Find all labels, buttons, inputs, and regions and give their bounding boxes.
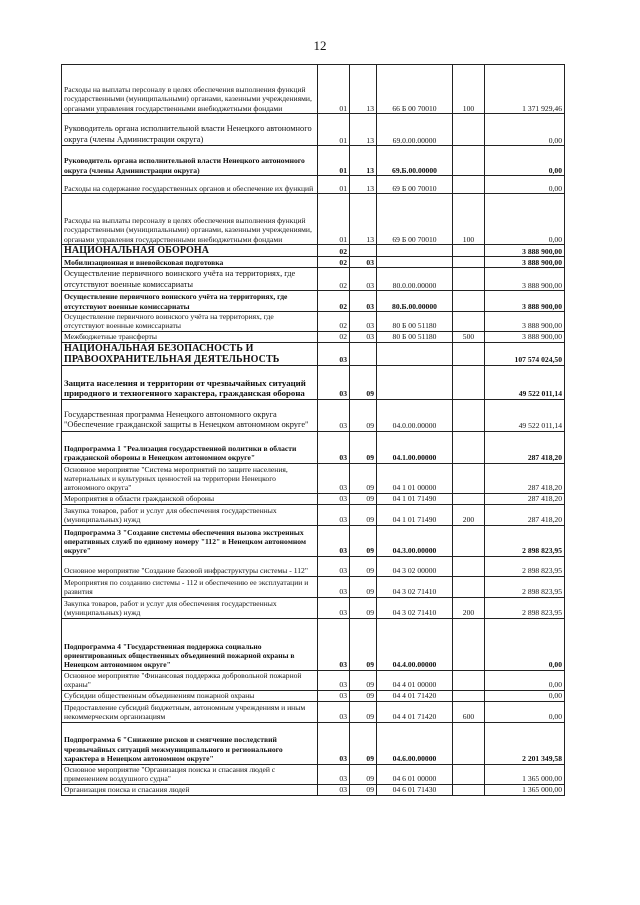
row-subsection-code: 03 (350, 257, 377, 268)
row-name: Закупка товаров, работ и услуг для обеспечения государственных (муниципальных) нужд (62, 504, 318, 525)
row-section-code: 02 (318, 245, 350, 257)
row-subsection-code: 13 (350, 65, 377, 114)
row-section-code: 02 (318, 268, 350, 291)
table-row (62, 194, 565, 245)
row-target-article: 69 Б 00 70010 (377, 176, 453, 194)
table-row (62, 722, 565, 764)
row-subsection-code (350, 342, 377, 365)
row-amount: 0,00 (485, 146, 565, 176)
row-expense-type (453, 431, 485, 463)
table-row (62, 463, 565, 493)
row-name: Предоставление субсидий бюджетным, автономным учреждениям и иным некоммерческим организациям (62, 701, 318, 722)
row-target-article (377, 342, 453, 365)
row-expense-type (453, 690, 485, 701)
row-subsection-code: 09 (350, 365, 377, 399)
row-name: Подпрограмма 1 "Реализация государственной политики в области гражданской обороны в Ненецком автономном округе" (62, 431, 318, 463)
row-amount: 287 418,20 (485, 463, 565, 493)
row-subsection-code: 03 (350, 268, 377, 291)
row-expense-type (453, 618, 485, 670)
row-target-article: 04 4 01 71420 (377, 690, 453, 701)
row-name: Руководитель органа исполнительной власти Ненецкого автономного округа (члены Администрации округа) (62, 146, 318, 176)
row-section-code: 03 (318, 556, 350, 576)
row-amount: 287 418,20 (485, 504, 565, 525)
row-target-article: 04.3.00.00000 (377, 525, 453, 556)
row-subsection-code: 13 (350, 194, 377, 245)
row-amount: 287 418,20 (485, 431, 565, 463)
table-row (62, 556, 565, 576)
row-section-code: 03 (318, 722, 350, 764)
row-subsection-code: 09 (350, 525, 377, 556)
row-amount: 1 365 000,00 (485, 764, 565, 784)
row-amount: 3 888 900,00 (485, 245, 565, 257)
row-name: Мероприятия по созданию системы - 112 и обеспечению ее эксплуатации и развития (62, 576, 318, 597)
row-amount: 0,00 (485, 194, 565, 245)
row-expense-type (453, 342, 485, 365)
row-target-article (377, 257, 453, 268)
table-row (62, 176, 565, 194)
row-expense-type (453, 268, 485, 291)
row-subsection-code: 03 (350, 312, 377, 332)
row-name: Осуществление первичного воинского учёта на территориях, где отсутствуют военные комиссариаты (62, 291, 318, 312)
table-row (62, 146, 565, 176)
table-row (62, 342, 565, 365)
row-subsection-code: 09 (350, 784, 377, 795)
row-target-article: 04 3 02 71410 (377, 597, 453, 618)
row-name: Основное мероприятие "Система мероприятий по защите населения, материальных и культурных ценностей на территории Ненецкого автономного округа" (62, 463, 318, 493)
row-amount: 0,00 (485, 114, 565, 146)
row-target-article: 69.Б.00.00000 (377, 146, 453, 176)
row-subsection-code: 03 (350, 291, 377, 312)
row-name: Защита населения и территории от чрезвычайных ситуаций природного и техногенного характера, гражданская оборона (62, 365, 318, 399)
row-amount: 3 888 900,00 (485, 268, 565, 291)
row-amount: 3 888 900,00 (485, 312, 565, 332)
page-number: 12 (313, 38, 327, 53)
table-row (62, 670, 565, 690)
row-subsection-code: 09 (350, 463, 377, 493)
row-expense-type (453, 576, 485, 597)
table-row (62, 257, 565, 268)
row-target-article: 04 4 01 71420 (377, 701, 453, 722)
row-name: Основное мероприятие "Создание базовой инфраструктуры системы - 112" (62, 556, 318, 576)
row-amount: 2 898 823,95 (485, 576, 565, 597)
row-section-code: 01 (318, 146, 350, 176)
table-row (62, 690, 565, 701)
row-expense-type (453, 525, 485, 556)
row-subsection-code (350, 245, 377, 257)
row-subsection-code: 13 (350, 146, 377, 176)
row-target-article: 04 1 01 71490 (377, 504, 453, 525)
row-expense-type (453, 764, 485, 784)
row-subsection-code: 09 (350, 722, 377, 764)
row-name: Расходы на выплаты персоналу в целях обеспечения выполнения функций государственными (муниципальными) органами, казенными учреждениями, органами управления государственными внебюджетными фондами (62, 194, 318, 245)
row-name: Основное мероприятие "Организация поиска и спасания людей с применением воздушного судна" (62, 764, 318, 784)
row-section-code: 03 (318, 764, 350, 784)
row-name: Подпрограмма 6 "Снижение рисков и смягчение последствий чрезвычайных ситуаций межмуниципального и регионального характера в Ненецком автономном округе" (62, 722, 318, 764)
table-row (62, 245, 565, 257)
row-expense-type (453, 670, 485, 690)
row-amount: 0,00 (485, 701, 565, 722)
row-target-article: 04.6.00.00000 (377, 722, 453, 764)
row-expense-type: 100 (453, 194, 485, 245)
table-row (62, 504, 565, 525)
row-subsection-code: 09 (350, 431, 377, 463)
row-name: Расходы на содержание государственных органов и обеспечение их функций (62, 176, 318, 194)
row-target-article: 04 4 01 00000 (377, 670, 453, 690)
row-target-article (377, 365, 453, 399)
table-row (62, 701, 565, 722)
table-row (62, 525, 565, 556)
row-target-article: 69.0.00.00000 (377, 114, 453, 146)
row-section-code: 03 (318, 525, 350, 556)
row-name: Подпрограмма 3 "Создание системы обеспечения вызова экстренных оперативных служб по единому номеру "112" в Ненецком автономном округе" (62, 525, 318, 556)
row-name: НАЦИОНАЛЬНАЯ ОБОРОНА (62, 245, 318, 257)
row-amount: 3 888 900,00 (485, 291, 565, 312)
table-row (62, 618, 565, 670)
row-expense-type (453, 176, 485, 194)
table-row (62, 399, 565, 431)
row-section-code: 03 (318, 597, 350, 618)
row-expense-type (453, 114, 485, 146)
row-target-article: 04.4.00.00000 (377, 618, 453, 670)
row-expense-type: 600 (453, 701, 485, 722)
row-amount: 0,00 (485, 670, 565, 690)
table-row (62, 576, 565, 597)
row-expense-type (453, 463, 485, 493)
row-target-article: 80 Б 00 51180 (377, 312, 453, 332)
table-row (62, 784, 565, 795)
row-target-article: 04 6 01 71430 (377, 784, 453, 795)
row-amount: 1 371 929,46 (485, 65, 565, 114)
row-amount: 0,00 (485, 690, 565, 701)
row-expense-type: 500 (453, 331, 485, 342)
row-target-article: 04.1.00.00000 (377, 431, 453, 463)
row-name: Осуществление первичного воинского учёта на территориях, где отсутствуют военные комиссариаты (62, 268, 318, 291)
row-amount: 2 898 823,95 (485, 525, 565, 556)
row-subsection-code: 09 (350, 493, 377, 504)
row-section-code: 03 (318, 618, 350, 670)
row-section-code: 02 (318, 312, 350, 332)
row-subsection-code: 09 (350, 556, 377, 576)
row-name: Руководитель органа исполнительной власти Ненецкого автономного округа (члены Администрации округа) (62, 114, 318, 146)
row-name: Субсидии общественным объединениям пожарной охраны (62, 690, 318, 701)
table-row (62, 114, 565, 146)
table-row (62, 65, 565, 114)
row-name: Мобилизационная и вневойсковая подготовка (62, 257, 318, 268)
row-name: Расходы на выплаты персоналу в целях обеспечения выполнения функций государственными (муниципальными) органами, казенными учреждениями, органами управления государственными внебюджетными фондами (62, 65, 318, 114)
row-name: Подпрограмма 4 "Государственная поддержка социально ориентированных общественных объединений пожарной охраны в Ненецком автономном округе" (62, 618, 318, 670)
row-amount: 49 522 011,14 (485, 399, 565, 431)
row-section-code: 02 (318, 257, 350, 268)
row-target-article: 04 3 02 71410 (377, 576, 453, 597)
row-section-code: 03 (318, 431, 350, 463)
table-row (62, 493, 565, 504)
row-section-code: 03 (318, 784, 350, 795)
row-expense-type: 100 (453, 65, 485, 114)
row-expense-type (453, 493, 485, 504)
row-section-code: 03 (318, 504, 350, 525)
row-target-article: 80.Б.00.00000 (377, 291, 453, 312)
row-subsection-code: 09 (350, 764, 377, 784)
row-amount: 2 898 823,95 (485, 556, 565, 576)
table-row (62, 365, 565, 399)
budget-table-body (62, 65, 565, 796)
row-amount: 3 888 900,00 (485, 257, 565, 268)
row-amount: 287 418,20 (485, 493, 565, 504)
table-row (62, 431, 565, 463)
row-subsection-code: 13 (350, 114, 377, 146)
table-row (62, 764, 565, 784)
row-subsection-code: 09 (350, 576, 377, 597)
row-expense-type (453, 245, 485, 257)
row-name: Основное мероприятие "Финансовая поддержка добровольной пожарной охраны" (62, 670, 318, 690)
row-section-code: 03 (318, 365, 350, 399)
row-target-article: 69 Б 00 70010 (377, 194, 453, 245)
row-target-article (377, 245, 453, 257)
table-row (62, 331, 565, 342)
table-row (62, 268, 565, 291)
row-expense-type (453, 556, 485, 576)
row-amount: 49 522 011,14 (485, 365, 565, 399)
row-section-code: 03 (318, 463, 350, 493)
row-target-article: 80.0.00.00000 (377, 268, 453, 291)
row-expense-type (453, 722, 485, 764)
row-name: НАЦИОНАЛЬНАЯ БЕЗОПАСНОСТЬ И ПРАВООХРАНИТЕЛЬНАЯ ДЕЯТЕЛЬНОСТЬ (62, 342, 318, 365)
row-section-code: 01 (318, 114, 350, 146)
row-expense-type (453, 365, 485, 399)
row-amount: 2 201 349,58 (485, 722, 565, 764)
row-name: Осуществление первичного воинского учёта на территориях, где отсутствуют военные комиссариаты (62, 312, 318, 332)
row-expense-type (453, 399, 485, 431)
row-section-code: 02 (318, 291, 350, 312)
budget-table (61, 64, 565, 796)
row-amount: 2 898 823,95 (485, 597, 565, 618)
row-subsection-code: 09 (350, 504, 377, 525)
row-expense-type (453, 146, 485, 176)
row-amount: 1 365 000,00 (485, 784, 565, 795)
row-section-code: 01 (318, 194, 350, 245)
row-amount: 107 574 024,50 (485, 342, 565, 365)
table-row (62, 312, 565, 332)
row-section-code: 03 (318, 576, 350, 597)
row-target-article: 04 3 02 00000 (377, 556, 453, 576)
table-row (62, 597, 565, 618)
row-target-article: 04 1 01 00000 (377, 463, 453, 493)
row-target-article: 80 Б 00 51180 (377, 331, 453, 342)
row-subsection-code: 09 (350, 618, 377, 670)
row-section-code: 03 (318, 399, 350, 431)
row-section-code: 01 (318, 176, 350, 194)
row-subsection-code: 03 (350, 331, 377, 342)
row-target-article: 04 6 01 00000 (377, 764, 453, 784)
row-target-article: 66 Б 00 70010 (377, 65, 453, 114)
row-name: Мероприятия в области гражданской обороны (62, 493, 318, 504)
row-expense-type (453, 291, 485, 312)
row-section-code: 03 (318, 493, 350, 504)
row-subsection-code: 09 (350, 597, 377, 618)
row-expense-type (453, 257, 485, 268)
row-subsection-code: 13 (350, 176, 377, 194)
row-expense-type: 200 (453, 504, 485, 525)
row-section-code: 03 (318, 690, 350, 701)
row-name: Организация поиска и спасания людей (62, 784, 318, 795)
row-name: Межбюджетные трансферты (62, 331, 318, 342)
table-row (62, 291, 565, 312)
row-subsection-code: 09 (350, 399, 377, 431)
row-section-code: 03 (318, 342, 350, 365)
row-expense-type: 200 (453, 597, 485, 618)
row-amount: 0,00 (485, 176, 565, 194)
row-target-article: 04 1 01 71490 (377, 493, 453, 504)
row-name: Государственная программа Ненецкого автономного округа "Обеспечение гражданской защиты в Ненецком автономном округе" (62, 399, 318, 431)
row-section-code: 02 (318, 331, 350, 342)
row-amount: 0,00 (485, 618, 565, 670)
row-subsection-code: 09 (350, 690, 377, 701)
row-section-code: 03 (318, 670, 350, 690)
row-amount: 3 888 900,00 (485, 331, 565, 342)
row-expense-type (453, 784, 485, 795)
row-expense-type (453, 312, 485, 332)
row-subsection-code: 09 (350, 701, 377, 722)
row-name: Закупка товаров, работ и услуг для обеспечения государственных (муниципальных) нужд (62, 597, 318, 618)
row-subsection-code: 09 (350, 670, 377, 690)
row-section-code: 01 (318, 65, 350, 114)
row-section-code: 03 (318, 701, 350, 722)
row-target-article: 04.0.00.00000 (377, 399, 453, 431)
